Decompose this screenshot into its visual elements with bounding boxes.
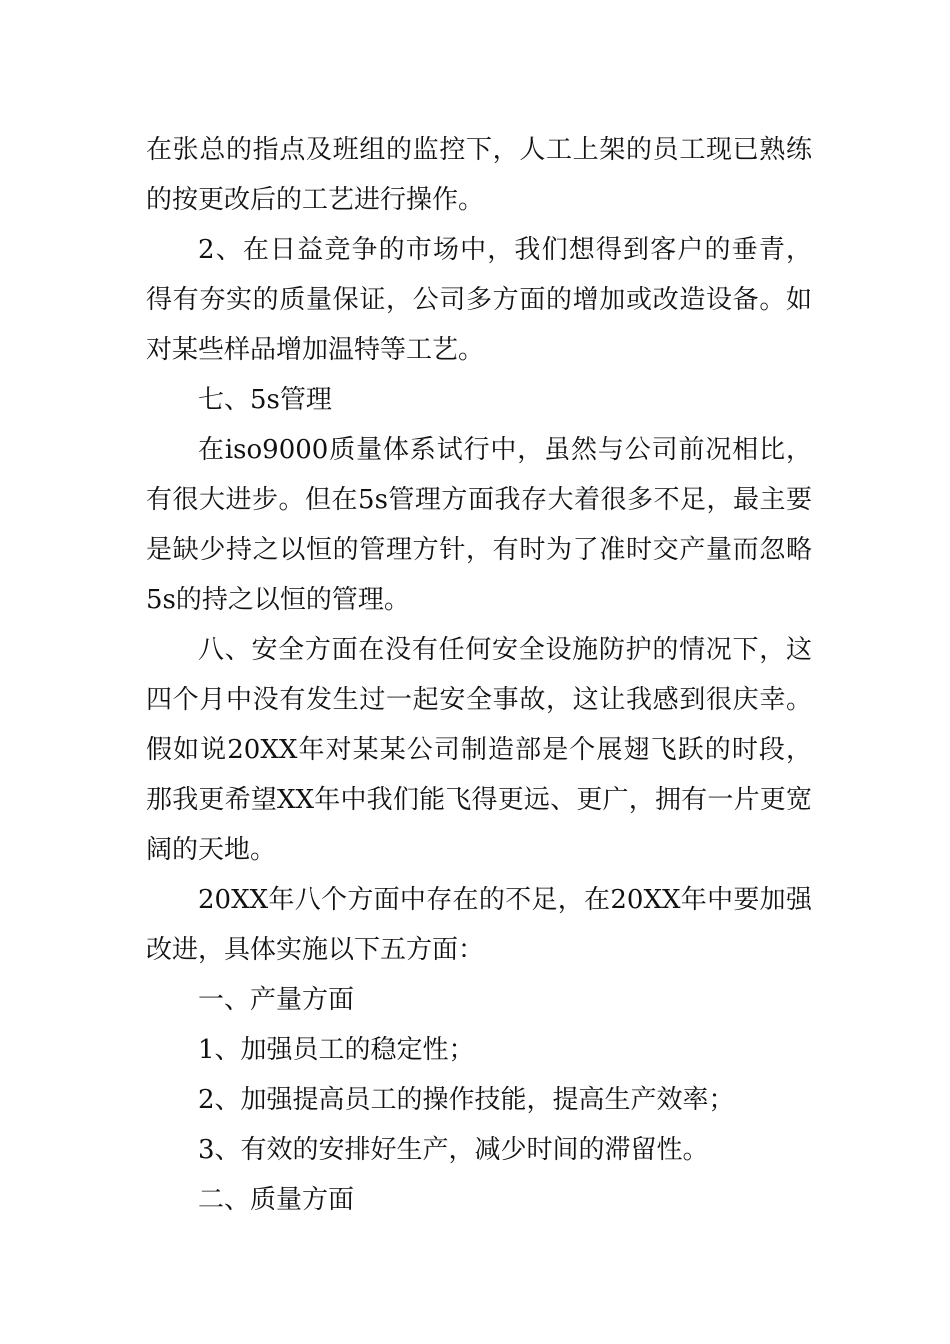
paragraph-item-2-equipment: 2、在日益竞争的市场中，我们想得到客户的垂青，得有夯实的质量保证，公司多方面的增加或改造设备。如对某些样品增加温特等工艺。 bbox=[146, 235, 812, 365]
heading-output: 一、产量方面 bbox=[198, 985, 355, 1015]
paragraph-improvement-intro: 20XX年八个方面中存在的不足，在20XX年中要加强改进，具体实施以下五方面： bbox=[146, 885, 812, 965]
list-item-skills: 2、加强提高员工的操作技能，提高生产效率； bbox=[198, 1085, 735, 1115]
heading-5s-management: 七、5s管理 bbox=[198, 385, 332, 415]
heading-quality: 二、质量方面 bbox=[198, 1185, 355, 1215]
paragraph-safety: 八、安全方面在没有任何安全设施防护的情况下，这四个月中没有发生过一起安全事故，这让我感到很庆幸。假如说20XX年对某某公司制造部是个展翅飞跃的时段，那我更希望XX年中我们能飞得更远、更广，拥有一片更宽阔的天地。 bbox=[146, 635, 812, 865]
document-body bbox=[146, 125, 812, 1225]
paragraph-5s-management: 在iso9000质量体系试行中，虽然与公司前况相比，有很大进步。但在5s管理方面我存大着很多不足，最主要是缺少持之以恒的管理方针，有时为了准时交产量而忽略5s的持之以恒的管理。 bbox=[146, 435, 812, 615]
paragraph-continuation: 在张总的指点及班组的监控下，人工上架的员工现已熟练的按更改后的工艺进行操作。 bbox=[146, 135, 812, 215]
list-item-scheduling: 3、有效的安排好生产，减少时间的滞留性。 bbox=[198, 1135, 709, 1165]
list-item-staff-stability: 1、加强员工的稳定性； bbox=[198, 1035, 475, 1065]
